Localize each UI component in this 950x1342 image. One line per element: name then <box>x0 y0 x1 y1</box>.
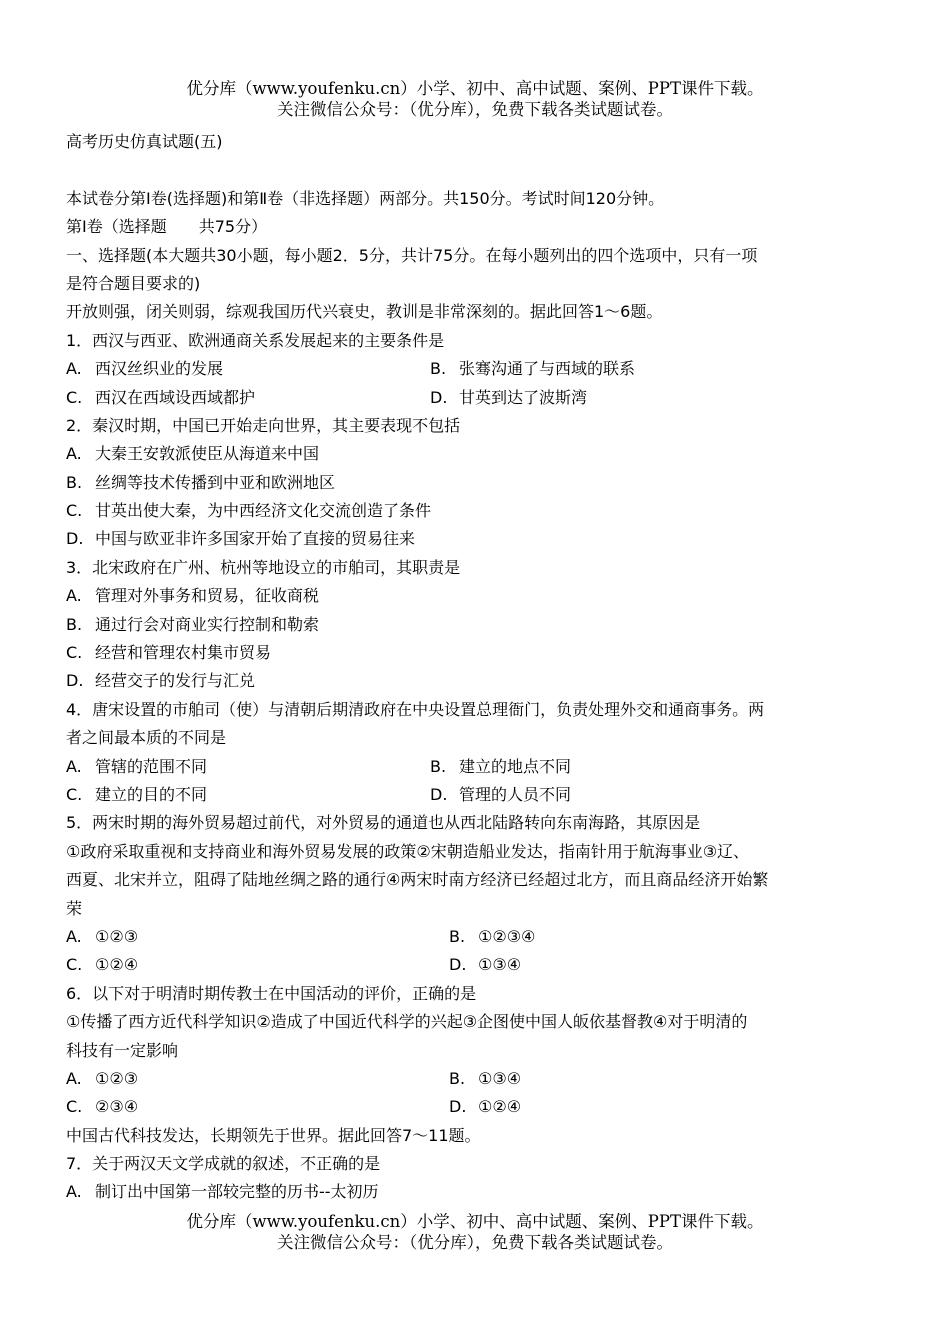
question-1-options-row-1 <box>66 355 882 383</box>
option-d: D. 中国与欧亚非许多国家开始了直接的贸易往来 <box>66 529 416 549</box>
option-a: A. 大秦王安敦派使臣从海道来中国 <box>66 444 320 464</box>
option-a: A. 西汉丝织业的发展 <box>66 359 224 379</box>
option-b: B. 建立的地点不同 <box>430 756 572 776</box>
exam-intro: 本试卷分第Ⅰ卷(选择题)和第Ⅱ卷（非选择题）两部分。共150分。考试时间120分钟。 <box>66 188 665 208</box>
option-a: A. ①②③ <box>66 926 139 946</box>
section-instructions-line-1: 一、选择题(本大题共30小题，每小题2．5分，共计75分。在每小题列出的四个选项中，只有一项 <box>66 245 758 265</box>
option-c: C. 西汉在西域设西域都护 <box>66 387 256 407</box>
header-line-1: 优分库（www.youfenku.cn）小学、初中、高中试题、案例、PPT课件下载。 <box>186 79 764 98</box>
question-4-stem-line-1: 4．唐宋设置的市舶司（使）与清朝后期清政府在中央设置总理衙门，负责处理外交和通商事务。两 <box>66 699 765 719</box>
blank-line <box>66 156 882 184</box>
option-a: A. ①②③ <box>66 1068 139 1088</box>
footer-line-2: 关注微信公众号：（优分库），免费下载各类试题试卷。 <box>277 1233 673 1252</box>
question-5-items-line-1: ①政府采取重视和支持商业和海外贸易发展的政策②宋朝造船业发达，指南针用于航海事业③辽、 <box>66 841 750 861</box>
question-4-stem-line-2: 者之间最本质的不同是 <box>66 728 227 748</box>
option-a: A. 管辖的范围不同 <box>66 756 208 776</box>
question-3-stem: 3．北宋政府在广州、杭州等地设立的市舶司，其职责是 <box>66 557 461 577</box>
exam-title: 高考历史仿真试题(五) <box>66 132 223 151</box>
question-1-stem: 1．西汉与西亚、欧洲通商关系发展起来的主要条件是 <box>66 330 445 350</box>
option-d: D. 经营交子的发行与汇兑 <box>66 671 256 691</box>
option-c: C. 建立的目的不同 <box>66 784 208 804</box>
option-a: A. 管理对外事务和贸易，征收商税 <box>66 586 320 606</box>
question-6-items-line-1: ①传播了西方近代科学知识②造成了中国近代科学的兴起③企图使中国人皈依基督教④对于明清的 <box>66 1012 748 1032</box>
footer-line-1: 优分库（www.youfenku.cn）小学、初中、高中试题、案例、PPT课件下载。 <box>186 1212 764 1231</box>
question-4-options-row-2 <box>66 781 882 809</box>
option-d: D. 管理的人员不同 <box>430 784 572 804</box>
page-footer <box>0 1211 950 1253</box>
lead-text-2: 中国古代科技发达，长期领先于世界。据此回答7～11题。 <box>66 1125 481 1145</box>
question-7-stem: 7．关于两汉天文学成就的叙述，不正确的是 <box>66 1154 381 1174</box>
question-5-options-row-1 <box>66 923 882 951</box>
option-c: C. ②③④ <box>66 1097 139 1117</box>
lead-text-1: 开放则强，闭关则弱，综观我国历代兴衰史，教训是非常深刻的。据此回答1～6题。 <box>66 302 663 322</box>
question-6-options-row-2 <box>66 1093 882 1121</box>
header-line-2: 关注微信公众号：（优分库），免费下载各类试题试卷。 <box>277 100 673 119</box>
question-4-options-row-1 <box>66 753 882 781</box>
section-instructions-line-2: 是符合题目要求的) <box>66 273 201 293</box>
exam-content <box>66 128 882 1207</box>
option-c: C. 甘英出使大秦，为中西经济文化交流创造了条件 <box>66 501 432 521</box>
question-5-items-line-2: 西夏、北宋并立，阻碍了陆地丝绸之路的通行④两宋时南方经济已经超过北方，而且商品经济开始繁 <box>66 870 769 890</box>
option-c: C. 经营和管理农村集市贸易 <box>66 643 272 663</box>
option-d: D. ①③④ <box>449 955 522 975</box>
question-6-stem: 6．以下对于明清时期传教士在中国活动的评价，正确的是 <box>66 983 477 1003</box>
question-5-items-line-3: 荣 <box>66 898 83 918</box>
option-b: B. ①②③④ <box>449 926 536 946</box>
option-c: C. ①②④ <box>66 955 139 975</box>
question-5-options-row-2 <box>66 951 882 979</box>
question-6-options-row-1 <box>66 1065 882 1093</box>
option-d: D. ①②④ <box>449 1097 522 1117</box>
question-2-stem: 2．秦汉时期，中国已开始走向世界，其主要表现不包括 <box>66 415 461 435</box>
question-5-stem: 5．两宋时期的海外贸易超过前代，对外贸易的通道也从西北陆路转向东南海路，其原因是 <box>66 813 701 833</box>
option-b: B. 通过行会对商业实行控制和勒索 <box>66 614 320 634</box>
question-1-options-row-2 <box>66 384 882 412</box>
option-b: B. 丝绸等技术传播到中亚和欧洲地区 <box>66 472 336 492</box>
option-b: B. ①③④ <box>449 1068 522 1088</box>
option-b: B. 张骞沟通了与西域的联系 <box>430 359 636 379</box>
part-one-heading: 第Ⅰ卷（选择题 共75分） <box>66 217 268 237</box>
option-a: A. 制订出中国第一部较完整的历书--太初历 <box>66 1182 379 1202</box>
option-d: D. 甘英到达了波斯湾 <box>430 387 588 407</box>
page-header <box>0 78 950 120</box>
question-6-items-line-2: 科技有一定影响 <box>66 1040 179 1060</box>
